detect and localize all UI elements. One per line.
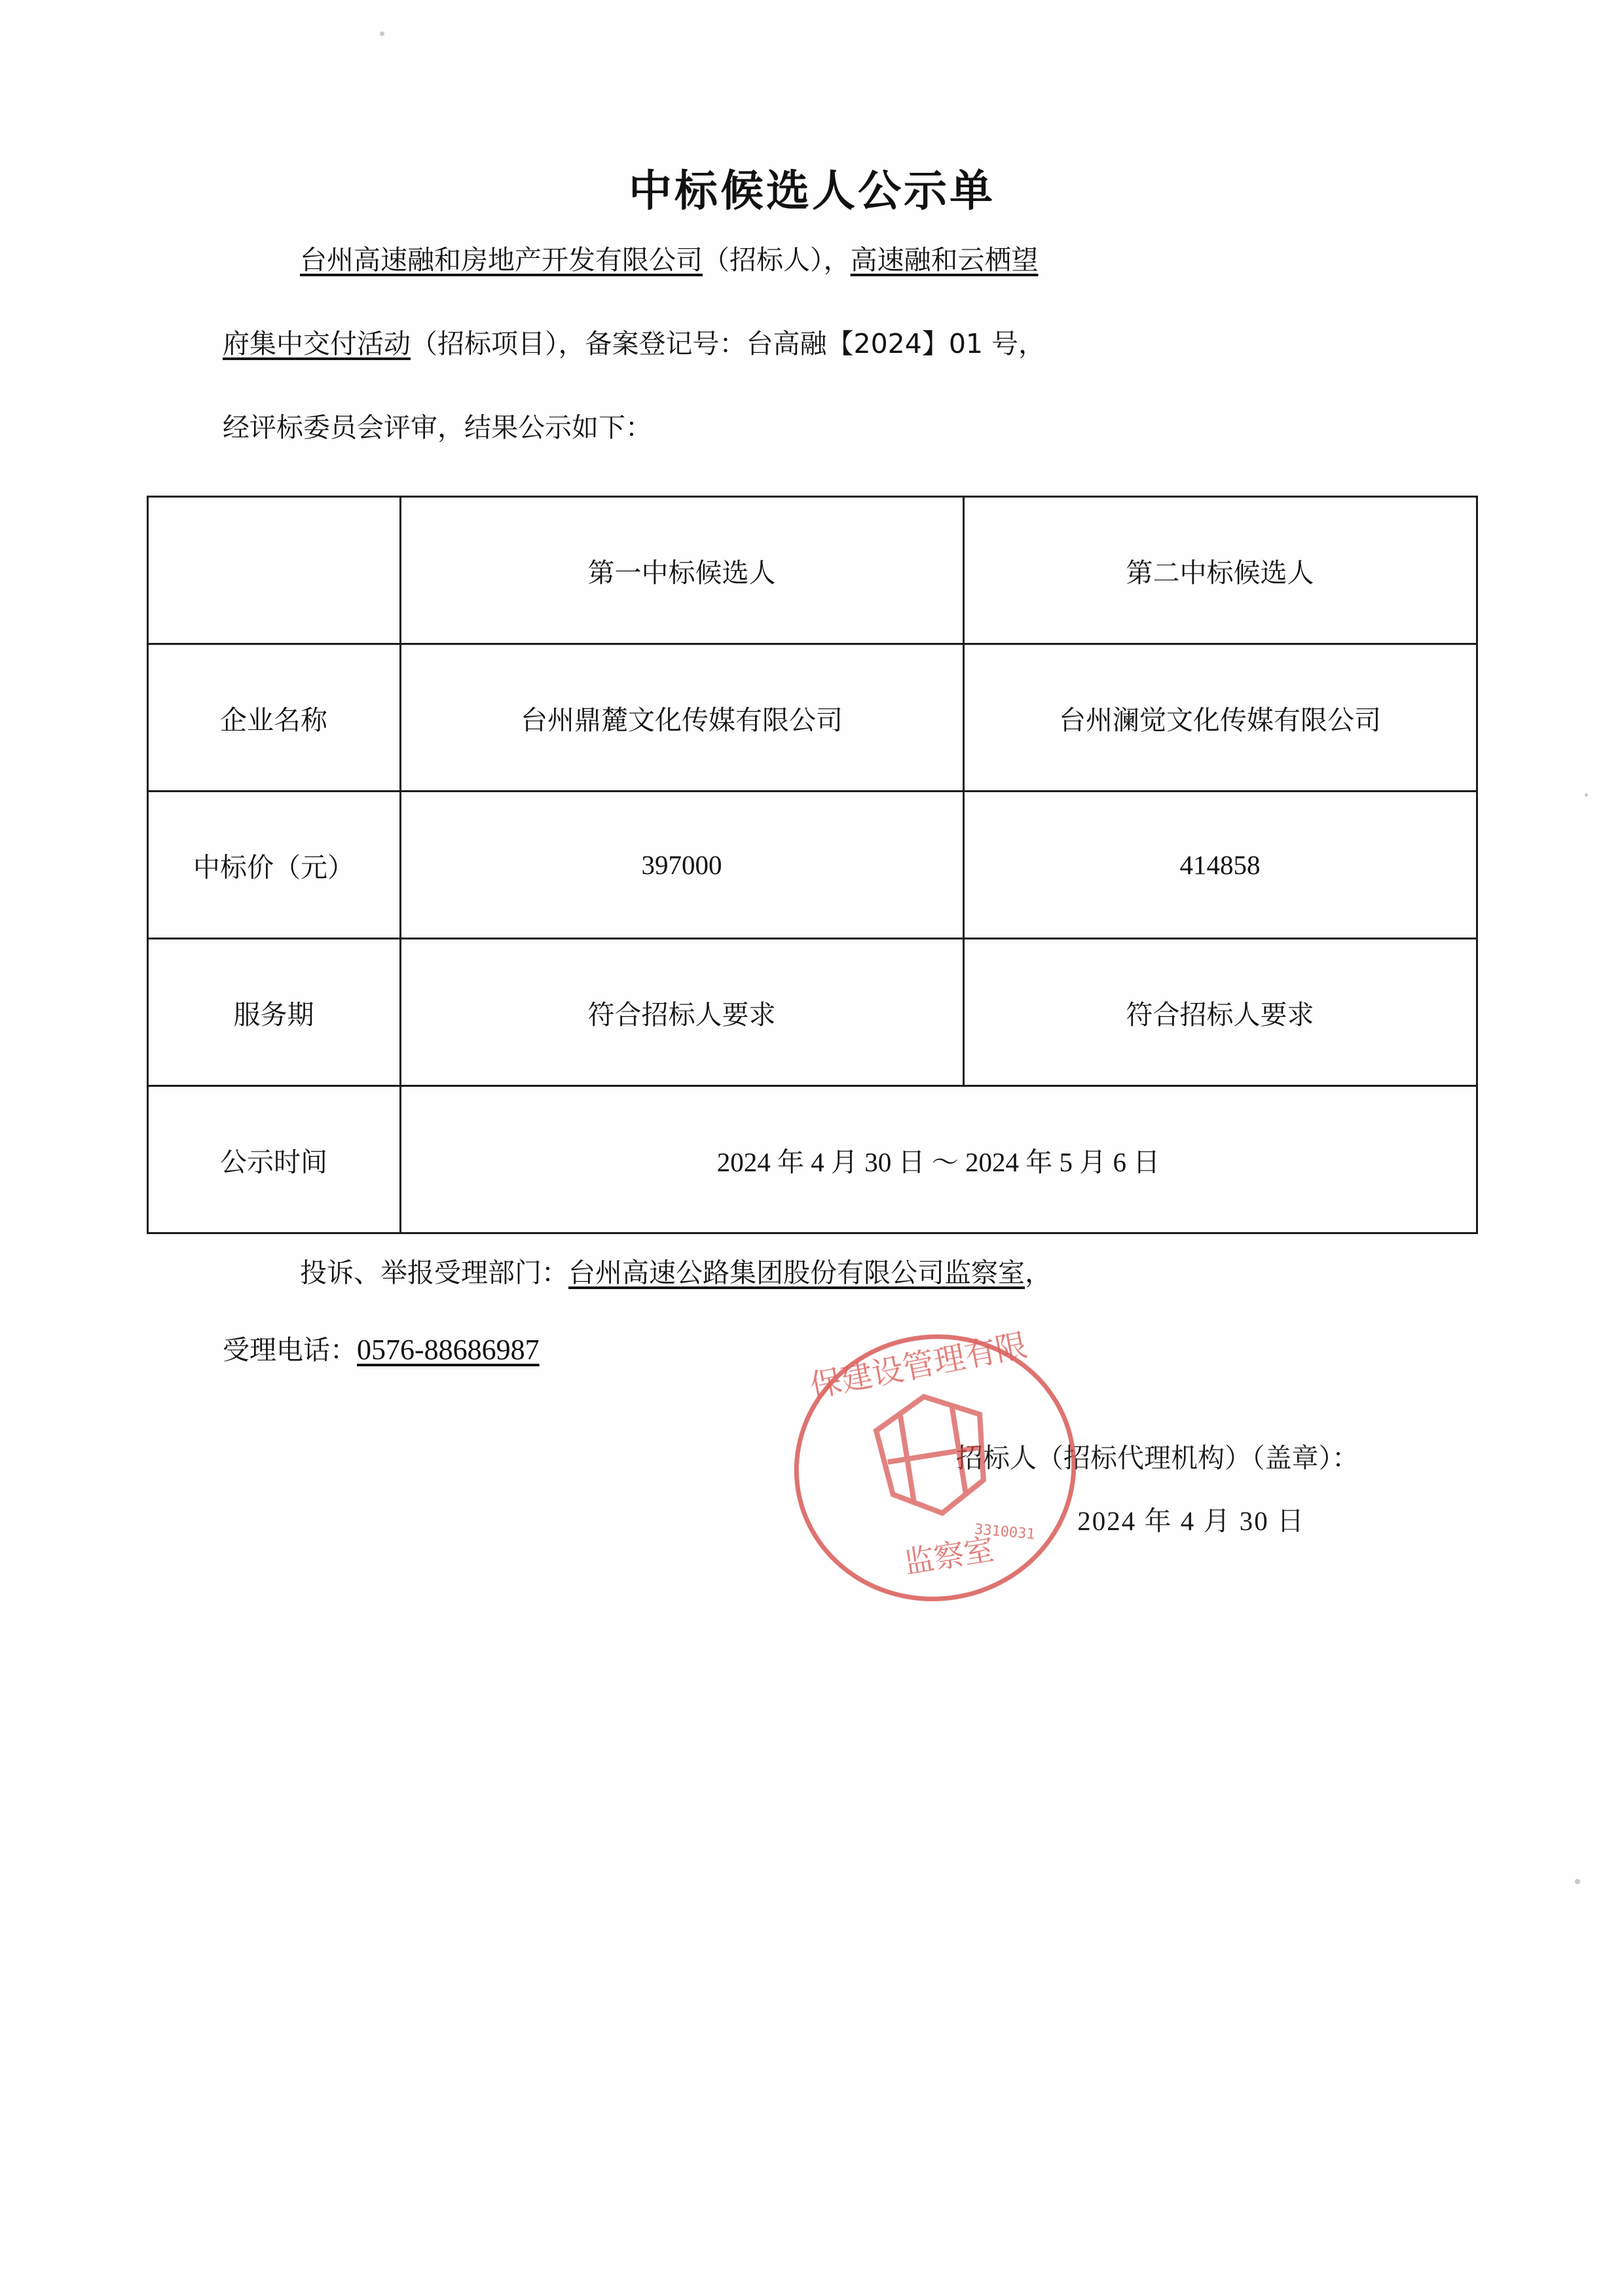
review-statement: 经评标委员会评审，结果公示如下：	[223, 412, 652, 443]
cell-second-bid-price: 414858	[963, 792, 1477, 939]
phone-line	[223, 1311, 1421, 1389]
intro-paragraph	[203, 218, 1421, 469]
intro-line-3	[223, 386, 1421, 469]
intro-line-1	[223, 218, 1421, 302]
project-registration: （招标项目），备案登记号：台高融【2024】01 号，	[411, 328, 1046, 359]
table-row-notice-period	[147, 1086, 1477, 1233]
project-name-part1: 高速融和云栖望	[850, 244, 1039, 276]
table-corner-cell	[147, 497, 400, 644]
footer-block	[203, 1234, 1421, 1389]
column-header-second-candidate: 第二中标候选人	[963, 497, 1477, 644]
page-title: 中标候选人公示单	[629, 166, 995, 216]
tenderer-name: 台州高速融和房地产开发有限公司	[300, 244, 703, 276]
phone-number: 0576-88686987	[357, 1334, 540, 1366]
signature-date: 2024 年 4 月 30 日	[1077, 1506, 1305, 1536]
row-label-service-period: 服务期	[147, 939, 400, 1086]
svg-text:保建设管理有限: 保建设管理有限	[807, 1326, 1030, 1405]
svg-text:3310031: 3310031	[973, 1521, 1036, 1543]
row-label-bid-price: 中标价（元）	[147, 792, 400, 939]
complaint-comma: ，	[1025, 1257, 1052, 1288]
scan-speck	[1575, 1879, 1580, 1884]
row-label-company-name: 企业名称	[147, 644, 400, 792]
table-row	[147, 939, 1477, 1086]
svg-text:监察室: 监察室	[901, 1531, 997, 1580]
cell-second-company-name: 台州澜觉文化传媒有限公司	[963, 644, 1477, 792]
table-row	[147, 644, 1477, 792]
column-header-first-candidate: 第一中标候选人	[400, 497, 963, 644]
tenderer-suffix: （招标人），	[703, 244, 851, 276]
candidates-table	[147, 496, 1478, 1234]
cell-first-company-name: 台州鼎麓文化传媒有限公司	[400, 644, 963, 792]
row-label-notice-period: 公示时间	[147, 1086, 400, 1233]
complaint-label: 投诉、举报受理部门：	[300, 1257, 568, 1288]
project-name-part2: 府集中交付活动	[223, 328, 411, 359]
table-header-row	[147, 497, 1477, 644]
table-row	[147, 792, 1477, 939]
signature-label: 招标人（招标代理机构）（盖章）：	[956, 1442, 1359, 1474]
complaint-line	[223, 1234, 1421, 1311]
cell-first-bid-price: 397000	[400, 792, 963, 939]
phone-label: 受理电话：	[223, 1334, 357, 1366]
signature-block	[147, 1427, 1477, 1552]
cell-second-service-period: 符合招标人要求	[963, 939, 1477, 1086]
cell-notice-period-value: 2024 年 4 月 30 日 ～ 2024 年 5 月 6 日	[400, 1086, 1477, 1233]
complaint-department: 台州高速公路集团股份有限公司监察室	[568, 1257, 1025, 1288]
cell-first-service-period: 符合招标人要求	[400, 939, 963, 1086]
intro-line-2	[223, 302, 1421, 386]
